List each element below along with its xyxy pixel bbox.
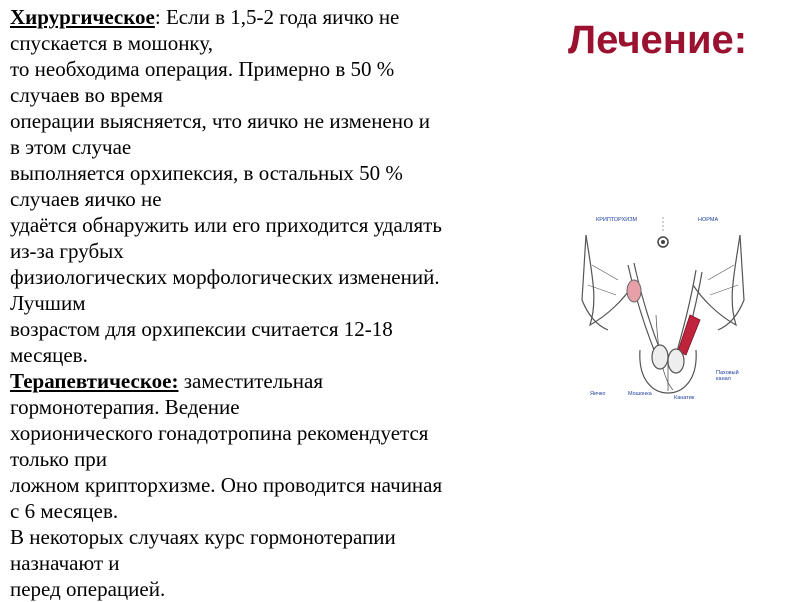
therapeutic-line: В некоторых случаях курс гормонотерапии [10,525,396,549]
surgical-first-line [10,4,570,30]
surgical-line: случаев во время [10,83,163,107]
label-normal: НОРМА [698,217,719,223]
body-text [10,4,570,602]
slide-title: Лечение: [568,18,748,62]
label-scrotum: Мошонка [628,391,652,397]
therapeutic-first-line [10,368,570,394]
surgical-line: физиологических морфологических изменений. [10,265,440,289]
surgical-line: удаётся обнаружить или его приходится удалять [10,213,442,237]
therapeutic-line: с 6 месяцев. [10,499,119,523]
surgical-line: в этом случае [10,135,132,159]
surgical-line: спускается в мошонку, [10,31,213,55]
therapeutic-line-0: заместительная [178,369,323,393]
label-cord: Канатик [674,395,695,401]
surgical-term: Хирургическое [10,5,155,29]
therapeutic-line: ложном крипторхизме. Оно проводится начиная [10,473,443,497]
label-inguinal-canal: Паховый канал [716,370,739,382]
therapeutic-line: назначают и [10,551,120,575]
therapeutic-line: гормонотерапия. Ведение [10,395,240,419]
surgical-line: месяцев. [10,343,88,367]
surgical-line: Лучшим [10,291,86,315]
therapeutic-term: Терапевтическое: [10,369,179,393]
therapeutic-line: перед операцией. [10,577,166,601]
therapeutic-line: хорионического гонадотропина рекомендуется [10,421,429,445]
surgical-line-0: : Если в 1,5-2 года яичко не [154,5,400,29]
surgical-line: выполняется орхипексия, в остальных 50 % [10,161,403,185]
cryptorchidism-anatomy-icon [578,205,748,410]
surgical-line: возрастом для орхипексии считается 12-18 [10,317,393,341]
therapeutic-line: только при [10,447,108,471]
surgical-line: из-за грубых [10,239,124,263]
surgical-line: то необходима операция. Примерно в 50 % [10,57,395,81]
surgical-line: случаев яичко не [10,187,162,211]
label-cryptorchidism: КРИПТОРХИЗМ [596,217,638,223]
label-testis: Яичко [590,391,606,397]
surgical-line: операции выясняется, что яичко не изменено и [10,109,430,133]
